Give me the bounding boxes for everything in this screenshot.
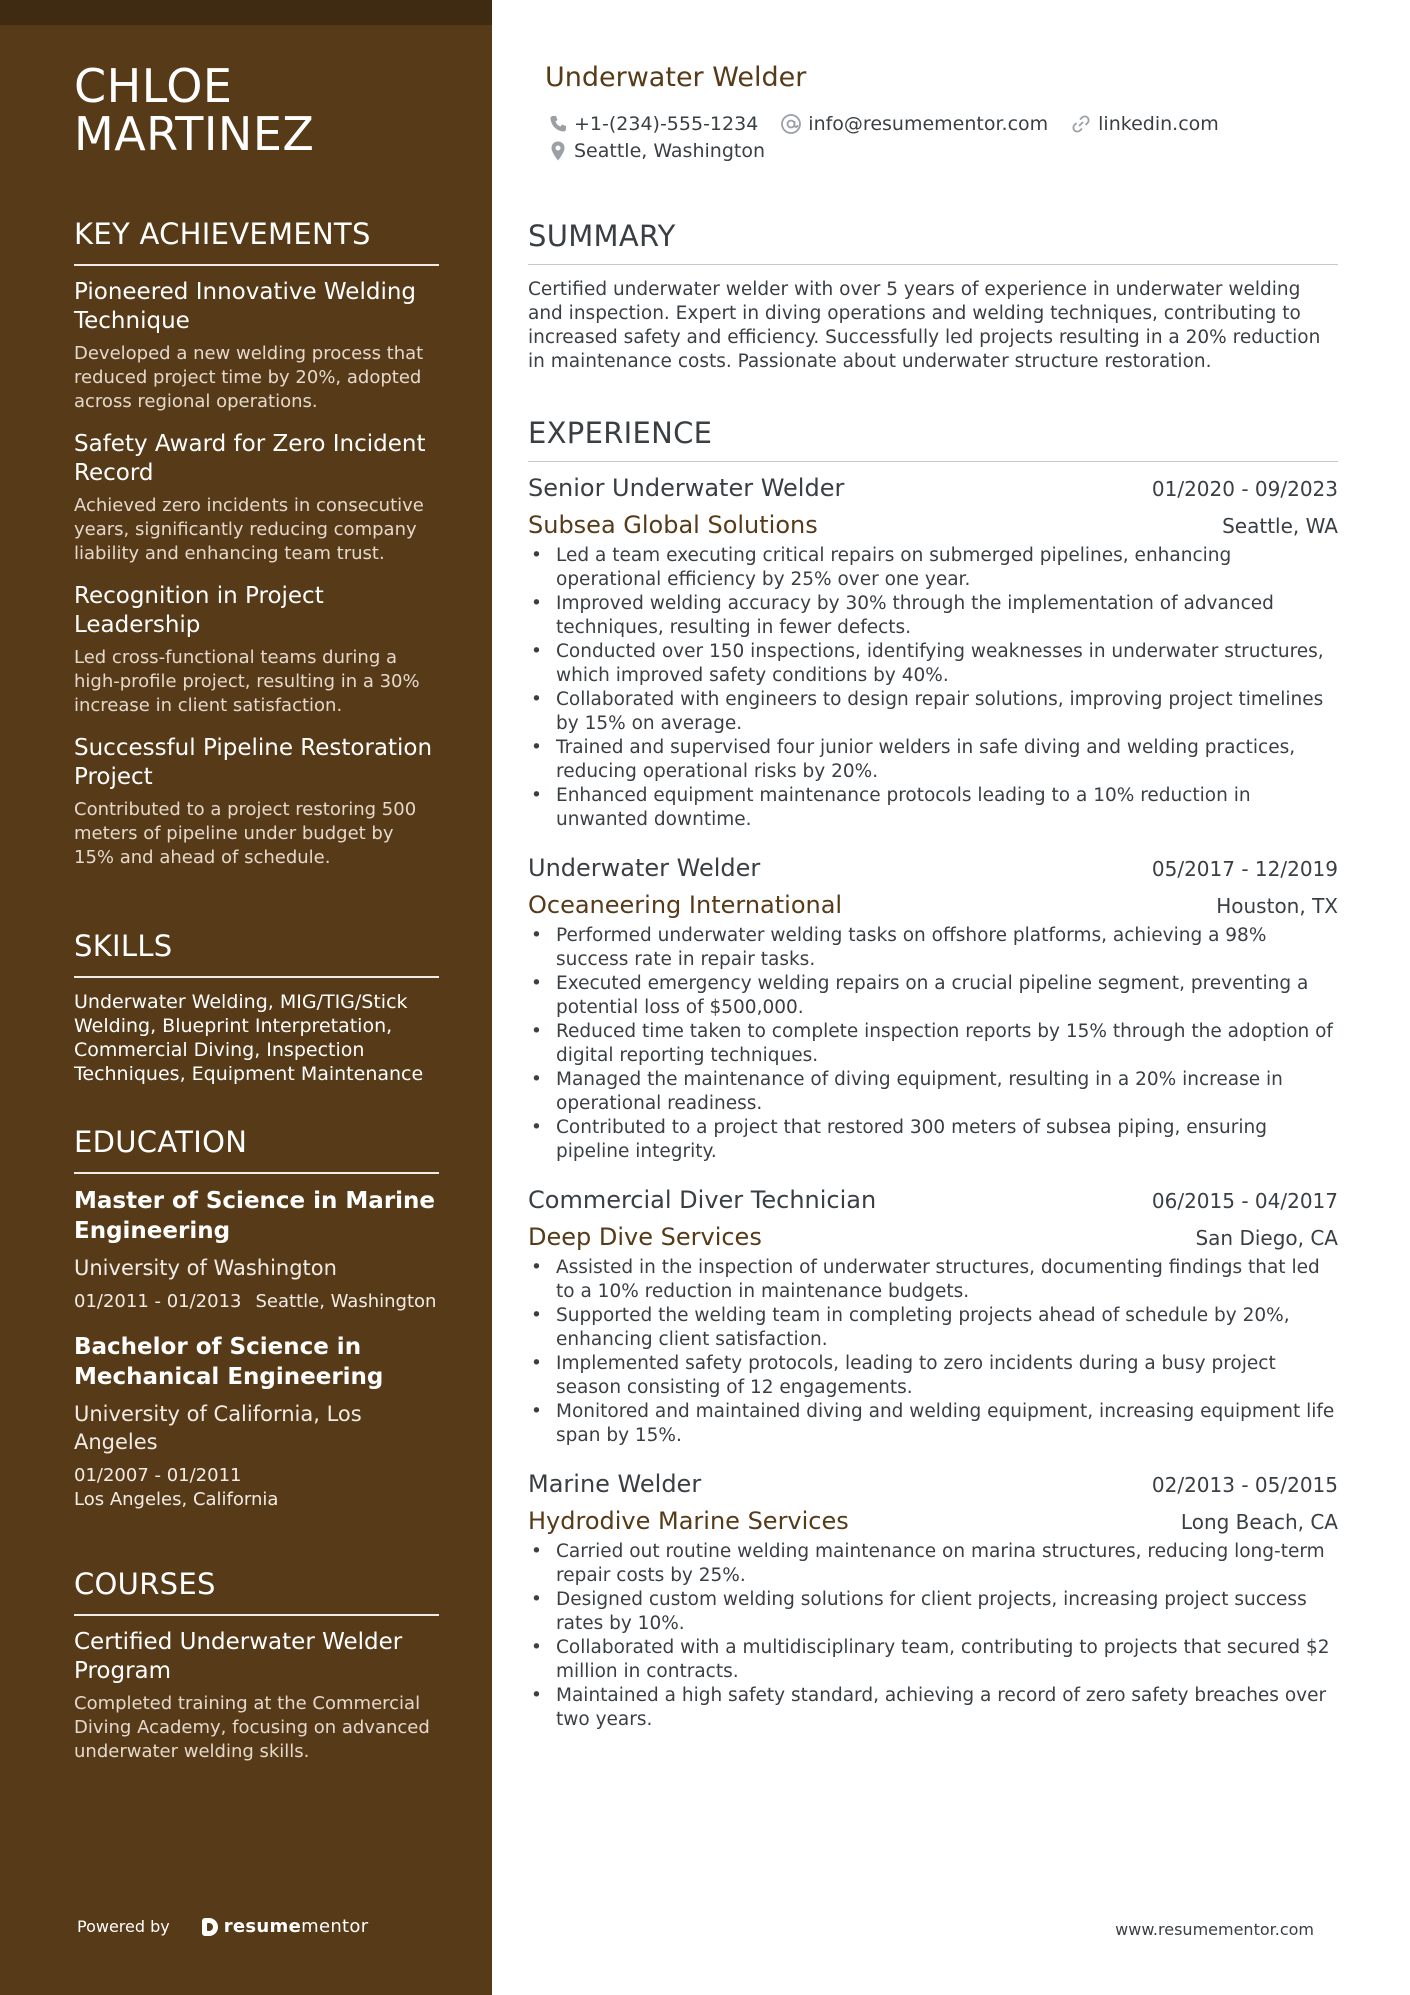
footer-url[interactable]: www.resumementor.com bbox=[1115, 1920, 1314, 1939]
experience-title: EXPERIENCE bbox=[528, 415, 1338, 462]
job-bullet: • Maintained a high safety standard, achieving a record of zero safety breaches over two years. bbox=[528, 1684, 1338, 1732]
summary-text: Certified underwater welder with over 5 years of experience in underwater welding and inspection. Expert in diving operations and welding techniques, contributing to increased safety and efficiency. Successfully led projects resulting in a 20% reduction in maintenance costs. Passionate about underwater structure restoration. bbox=[528, 279, 1321, 372]
location-pin-icon bbox=[548, 140, 568, 162]
education-section bbox=[74, 1124, 439, 1530]
experience-list bbox=[528, 472, 1338, 1752]
education-degree: Master of Science in Marine Engineering bbox=[74, 1188, 436, 1244]
job-title: Commercial Diver Technician bbox=[528, 1186, 877, 1214]
achievement-item bbox=[74, 734, 439, 870]
job-bullet: • Implemented safety protocols, leading to zero incidents during a busy project season consisting of 12 engagements. bbox=[528, 1352, 1338, 1400]
education-title: EDUCATION bbox=[74, 1124, 439, 1174]
last-name: MARTINEZ bbox=[74, 107, 315, 161]
job-dates: 06/2015 - 04/2017 bbox=[1151, 1189, 1338, 1213]
job-bullet: • Managed the maintenance of diving equipment, resulting in a 20% increase in operational readiness. bbox=[528, 1068, 1338, 1116]
job-entry bbox=[528, 852, 1338, 1164]
contact-row-1 bbox=[548, 113, 1241, 135]
courses-title: COURSES bbox=[74, 1566, 439, 1616]
education-meta bbox=[74, 1464, 439, 1512]
job-entry bbox=[528, 1184, 1338, 1448]
job-bullet: • Improved welding accuracy by 30% through the implementation of advanced techniques, resulting in fewer defects. bbox=[528, 592, 1338, 640]
job-bullet: • Executed emergency welding repairs on a crucial pipeline segment, preventing a potential loss of $500,000. bbox=[528, 972, 1338, 1020]
company-name: Subsea Global Solutions bbox=[528, 511, 818, 539]
education-item bbox=[74, 1332, 439, 1512]
at-sign-icon bbox=[780, 113, 802, 135]
brand-bold: resume bbox=[223, 1916, 302, 1937]
job-location: Seattle, WA bbox=[1222, 514, 1338, 538]
job-bullet: • Enhanced equipment maintenance protocols leading to a 10% reduction in unwanted downtime. bbox=[528, 784, 1338, 832]
skills-title: SKILLS bbox=[74, 928, 439, 978]
education-degree: Bachelor of Science in Mechanical Engineering bbox=[74, 1334, 384, 1390]
job-bullets bbox=[528, 924, 1338, 1164]
education-dates: 01/2011 - 01/2013 bbox=[74, 1291, 242, 1312]
job-headline: Underwater Welder bbox=[545, 62, 807, 93]
contact-row-2 bbox=[548, 140, 787, 162]
job-bullet: • Led a team executing critical repairs on submerged pipelines, enhancing operational efficiency by 25% over one year. bbox=[528, 544, 1338, 592]
company-name: Oceaneering International bbox=[528, 891, 843, 919]
achievement-item bbox=[74, 430, 439, 566]
resumementor-logo-icon bbox=[202, 1918, 218, 1936]
education-dates: 01/2007 - 01/2011 bbox=[74, 1465, 242, 1486]
job-dates: 02/2013 - 05/2015 bbox=[1151, 1473, 1338, 1497]
job-bullet: • Trained and supervised four junior welders in safe diving and welding practices, reducing operational risks by 20%. bbox=[528, 736, 1338, 784]
first-name: CHLOE bbox=[74, 59, 233, 113]
course-item bbox=[74, 1628, 439, 1764]
job-bullet: • Reduced time taken to complete inspection reports by 15% through the adoption of digital reporting techniques. bbox=[528, 1020, 1338, 1068]
achievement-desc: Developed a new welding process that reduced project time by 20%, adopted across regional operations. bbox=[74, 343, 424, 412]
summary-title: SUMMARY bbox=[528, 218, 1338, 265]
candidate-name bbox=[74, 59, 454, 161]
sidebar-top-strip bbox=[0, 0, 492, 25]
link-icon bbox=[1070, 113, 1092, 135]
education-item bbox=[74, 1186, 439, 1314]
job-dates: 05/2017 - 12/2019 bbox=[1151, 857, 1338, 881]
phone-icon bbox=[548, 114, 568, 134]
linkedin-text: linkedin.com bbox=[1098, 113, 1219, 135]
job-bullet: • Collaborated with engineers to design repair solutions, improving project timelines by 15% on average. bbox=[528, 688, 1338, 736]
contact-phone[interactable] bbox=[548, 113, 758, 135]
achievement-title: Successful Pipeline Restoration Project bbox=[74, 735, 433, 790]
skills-list: Underwater Welding, MIG/TIG/Stick Welding, Blueprint Interpretation, Commercial Diving, Inspection Techniques, Equipment Maintenance bbox=[74, 991, 424, 1085]
skills-section bbox=[74, 928, 439, 1086]
job-bullet: • Supported the welding team in completing projects ahead of schedule by 20%, enhancing client satisfaction. bbox=[528, 1304, 1338, 1352]
job-bullets bbox=[528, 1256, 1338, 1448]
powered-by-label: Powered by bbox=[77, 1917, 170, 1936]
job-entry bbox=[528, 1468, 1338, 1732]
sidebar bbox=[0, 0, 492, 1995]
job-title: Underwater Welder bbox=[528, 854, 761, 882]
achievement-desc: Achieved zero incidents in consecutive years, significantly reducing company liability and enhancing team trust. bbox=[74, 495, 424, 564]
achievement-desc: Contributed to a project restoring 500 meters of pipeline under budget by 15% and ahead of schedule. bbox=[74, 799, 417, 868]
education-location: Seattle, Washington bbox=[255, 1291, 437, 1312]
job-bullet: • Monitored and maintained diving and welding equipment, increasing equipment life span by 15%. bbox=[528, 1400, 1338, 1448]
contact-linkedin[interactable] bbox=[1070, 113, 1219, 135]
job-bullet: • Carried out routine welding maintenance on marina structures, reducing long-term repair costs by 25%. bbox=[528, 1540, 1338, 1588]
contact-email[interactable] bbox=[780, 113, 1048, 135]
job-location: Houston, TX bbox=[1216, 894, 1338, 918]
company-name: Hydrodive Marine Services bbox=[528, 1507, 849, 1535]
education-meta bbox=[74, 1290, 439, 1314]
job-bullet: • Designed custom welding solutions for client projects, increasing project success rates by 10%. bbox=[528, 1588, 1338, 1636]
job-bullet: • Assisted in the inspection of underwater structures, documenting findings that led to a 10% reduction in maintenance budgets. bbox=[528, 1256, 1338, 1304]
achievements-title: KEY ACHIEVEMENTS bbox=[74, 216, 439, 266]
job-bullet: • Performed underwater welding tasks on offshore platforms, achieving a 98% success rate in repair tasks. bbox=[528, 924, 1338, 972]
achievement-desc: Led cross-functional teams during a high-profile project, resulting in a 30% increase in client satisfaction. bbox=[74, 647, 420, 716]
job-location: Long Beach, CA bbox=[1180, 1510, 1338, 1534]
location-text: Seattle, Washington bbox=[574, 140, 765, 162]
email-text: info@resumementor.com bbox=[808, 113, 1049, 135]
job-bullets bbox=[528, 544, 1338, 832]
education-school: University of California, Los Angeles bbox=[74, 1402, 362, 1454]
achievement-item bbox=[74, 278, 439, 414]
job-title: Marine Welder bbox=[528, 1470, 702, 1498]
course-title: Certified Underwater Welder Program bbox=[74, 1629, 403, 1684]
job-bullet: • Contributed to a project that restored 300 meters of subsea piping, ensuring pipeline integrity. bbox=[528, 1116, 1338, 1164]
achievements-section bbox=[74, 216, 439, 886]
achievement-item bbox=[74, 582, 439, 718]
contact-location bbox=[548, 140, 765, 162]
job-dates: 01/2020 - 09/2023 bbox=[1151, 477, 1338, 501]
job-bullets bbox=[528, 1540, 1338, 1732]
achievement-title: Safety Award for Zero Incident Record bbox=[74, 431, 426, 486]
job-entry bbox=[528, 472, 1338, 832]
education-school: University of Washington bbox=[74, 1256, 337, 1280]
phone-text: +1-(234)-555-1234 bbox=[574, 113, 759, 135]
achievement-title: Recognition in Project Leadership bbox=[74, 583, 324, 638]
job-bullet: • Collaborated with a multidisciplinary team, contributing to projects that secured $2 million in contracts. bbox=[528, 1636, 1338, 1684]
brand-light: mentor bbox=[301, 1916, 369, 1937]
job-location: San Diego, CA bbox=[1195, 1226, 1338, 1250]
achievement-title: Pioneered Innovative Welding Technique bbox=[74, 279, 417, 334]
job-title: Senior Underwater Welder bbox=[528, 474, 845, 502]
courses-section bbox=[74, 1566, 439, 1780]
brand-name bbox=[224, 1916, 369, 1937]
powered-by bbox=[77, 1916, 368, 1937]
course-desc: Completed training at the Commercial Diving Academy, focusing on advanced underwater welding skills. bbox=[74, 1693, 430, 1762]
education-location: Los Angeles, California bbox=[74, 1489, 279, 1510]
company-name: Deep Dive Services bbox=[528, 1223, 762, 1251]
job-bullet: • Conducted over 150 inspections, identifying weaknesses in underwater structures, which improved safety conditions by 40%. bbox=[528, 640, 1338, 688]
